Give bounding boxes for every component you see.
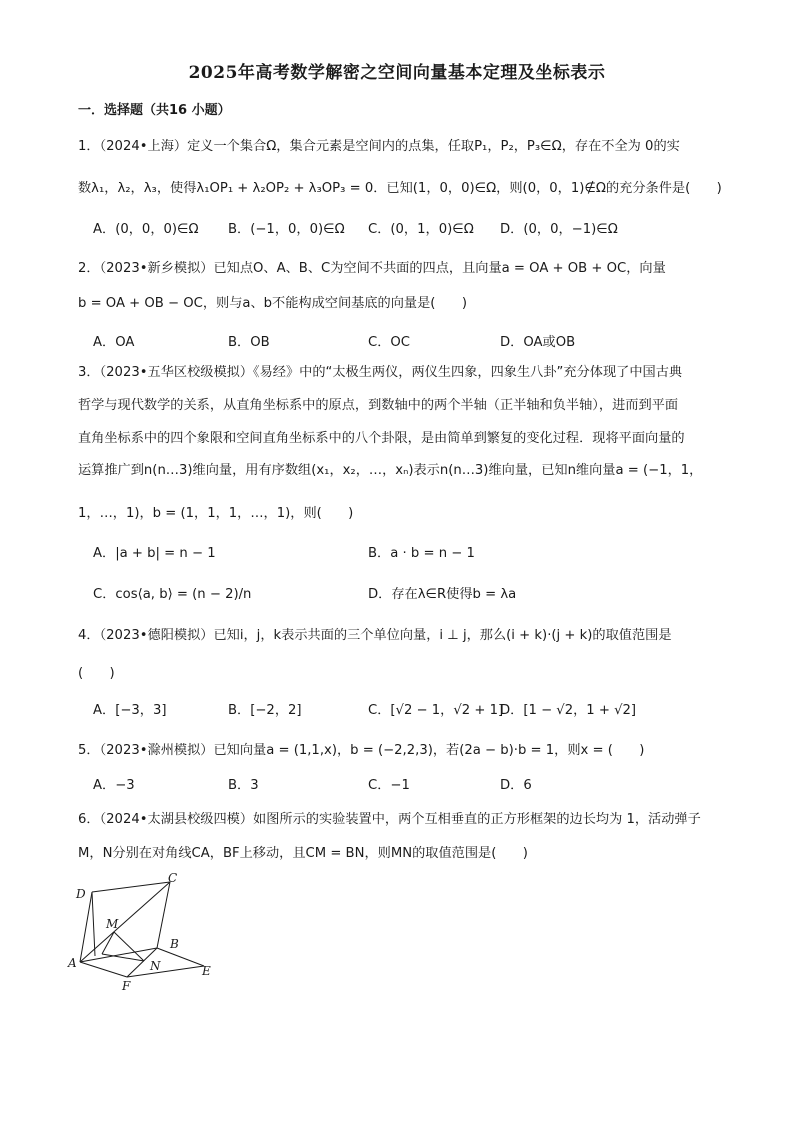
q3-option-c: C．cos⟨a, b⟩ = (n − 2)/n — [93, 587, 252, 602]
q3-line-3: 直角坐标系中的四个象限和空间直角坐标系中的八个卦限，是由简单到繁复的变化过程．现将平面向量的 — [78, 431, 685, 446]
label-n: N — [150, 959, 161, 973]
q4-option-b: B．[−2，2] — [228, 703, 302, 718]
label-b: B — [170, 937, 179, 951]
edge-eb — [157, 948, 204, 966]
label-c: C — [168, 871, 178, 885]
q5-option-c: C．−1 — [368, 778, 410, 793]
q2-option-d: D．OA或OB — [500, 335, 576, 350]
q1-line-2: 数λ₁，λ₂，λ₃，使得λ₁OP₁ + λ₂OP₂ + λ₃OP₃ = 0．已知(1，0，0)∈Ω，则(0，0，1)∉Ω的充分条件是( ) — [78, 181, 722, 196]
q1-option-c: C．(0，1，0)∈Ω — [368, 222, 474, 237]
q1-option-d: D．(0，0，−1)∈Ω — [500, 222, 618, 237]
geometry-figure — [62, 870, 232, 1000]
q3-option-b: B．a · b = n − 1 — [368, 546, 475, 561]
label-e: E — [202, 964, 211, 978]
q2-line-1: 2．（2023•新乡模拟）已知点O、A、B、C为空间不共面的四点，且向量a = OA + OB + OC，向量 — [78, 261, 666, 276]
q4-option-d: D．[1 − √2，1 + √2] — [500, 703, 637, 718]
edge-af — [80, 962, 127, 977]
edge-ab — [80, 948, 157, 962]
q4-line-2: ( ) — [78, 666, 115, 681]
edge-ad — [80, 892, 92, 962]
label-d: D — [76, 887, 86, 901]
page-title: 2025年高考数学解密之空间向量基本定理及坐标表示 — [188, 63, 606, 83]
q2-option-b: B．OB — [228, 335, 270, 350]
q3-line-1: 3．（2023•五华区校级模拟）《易经》中的“太极生两仪，两仪生四象，四象生八卦”充分体现了中国古典 — [78, 365, 683, 380]
q4-line-1: 4．（2023•德阳模拟）已知i，j，k表示共面的三个单位向量，i ⊥ j，那么(i + k)·(j + k)的取值范围是 — [78, 628, 672, 643]
helper-line-1 — [102, 932, 114, 954]
label-f: F — [122, 979, 131, 993]
q3-line-2: 哲学与现代数学的关系，从直角坐标系中的原点，到数轴中的两个半轴（正半轴和负半轴），进而到平面 — [78, 398, 679, 413]
q3-option-a: A．|a + b| = n − 1 — [93, 546, 216, 561]
q5-option-b: B．3 — [228, 778, 259, 793]
q3-line-5: 1，…，1)，b = (1，1，1，…，1)，则( ) — [78, 506, 354, 521]
q2-line-2: b = OA + OB − OC，则与a、b不能构成空间基底的向量是( ) — [78, 296, 467, 311]
q4-option-a: A．[−3，3] — [93, 703, 167, 718]
q5-option-a: A．−3 — [93, 778, 135, 793]
q5-line-1: 5．（2023•滁州模拟）已知向量a = (1,1,x)，b = (−2,2,3)，若(2a − b)·b = 1，则x = ( ) — [78, 743, 645, 758]
label-a: A — [68, 956, 77, 970]
q1-line-1: 1．（2024•上海）定义一个集合Ω，集合元素是空间内的点集，任取P₁，P₂，P₃∈Ω，存在不全为 0的实 — [78, 139, 680, 154]
q6-line-2: M，N分别在对角线CA，BF上移动，且CM = BN，则MN的取值范围是( ) — [78, 846, 528, 861]
label-m: M — [106, 917, 119, 931]
q2-option-c: C．OC — [368, 335, 410, 350]
q1-option-a: A．(0，0，0)∈Ω — [93, 222, 199, 237]
frame-back — [92, 892, 95, 956]
edge-fe — [127, 966, 204, 977]
section-heading: 一．选择题（共16 小题） — [78, 103, 231, 118]
q1-option-b: B．(−1，0，0)∈Ω — [228, 222, 345, 237]
q4-option-c: C．[√2 − 1，√2 + 1] — [368, 703, 504, 718]
q5-option-d: D．6 — [500, 778, 532, 793]
q3-option-d: D．存在λ∈R使得b = λa — [368, 587, 517, 602]
q3-line-4: 运算推广到n(n…3)维向量，用有序数组(x₁，x₂，…，xₙ)表示n(n…3)维向量，已知n维向量a = (−1，1， — [78, 463, 703, 478]
q2-option-a: A．OA — [93, 335, 135, 350]
edge-dc — [92, 882, 170, 892]
q6-line-1: 6．（2024•太湖县校级四模）如图所示的实验装置中，两个互相垂直的正方形框架的边长均为 1，活动弹子 — [78, 812, 701, 827]
